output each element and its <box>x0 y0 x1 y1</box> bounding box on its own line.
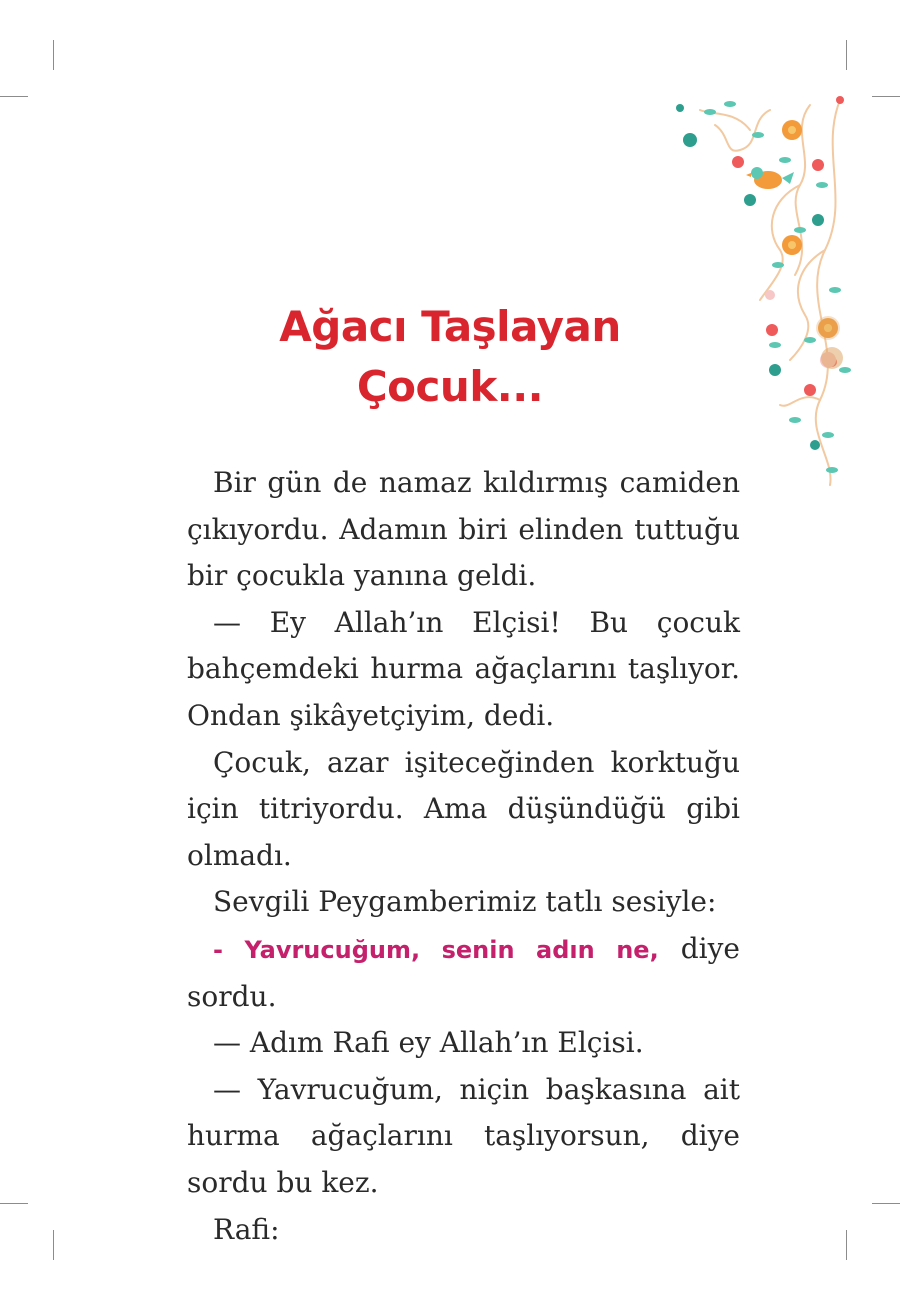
crop-mark <box>0 1203 28 1204</box>
paragraph: Çocuk, azar işiteceğinden korktuğu için titriyordu. Ama düşündüğü gibi olmadı. <box>187 745 740 872</box>
paragraph-tail: diye sordu. <box>187 931 741 1013</box>
page-title-line-1: Ağacı Taşlayan <box>279 302 621 351</box>
bird-icon <box>746 167 794 189</box>
page-title-line-2: Çocuk... <box>356 362 544 411</box>
paragraph: Sevgili Peygamberimiz tatlı sesiyle: <box>213 885 717 919</box>
paragraph: Bir gün de namaz kıldırmış camiden çıkıyordu. Adamın biri elinden tuttuğu bir çocukla yanına geldi. <box>187 466 740 593</box>
paragraph-with-emphasis <box>187 926 740 1020</box>
story-body <box>187 460 740 1253</box>
paragraph: — Adım Rafi ey Allah’ın Elçisi. <box>213 1026 644 1060</box>
paragraph: — Ey Allah’ın Elçisi! Bu çocuk bahçemdeki hurma ağaçlarını taşlıyor. Ondan şikâyetçiyim, dedi. <box>187 605 740 732</box>
crop-mark <box>846 1230 847 1260</box>
crop-mark <box>846 40 847 70</box>
paragraph: — Yavrucuğum, niçin başkasına ait hurma ağaçlarını taşlıyorsun, diye sordu bu kez. <box>187 1072 740 1199</box>
crop-mark <box>872 96 900 97</box>
floral-vine-decoration-icon <box>650 90 860 490</box>
crop-mark <box>0 96 28 97</box>
crop-mark <box>53 1230 54 1260</box>
crop-mark <box>53 40 54 70</box>
crop-mark <box>872 1203 900 1204</box>
emphasized-question: - Yavrucuğum, senin adın ne, <box>213 935 659 964</box>
paragraph: Rafi: <box>213 1212 280 1246</box>
